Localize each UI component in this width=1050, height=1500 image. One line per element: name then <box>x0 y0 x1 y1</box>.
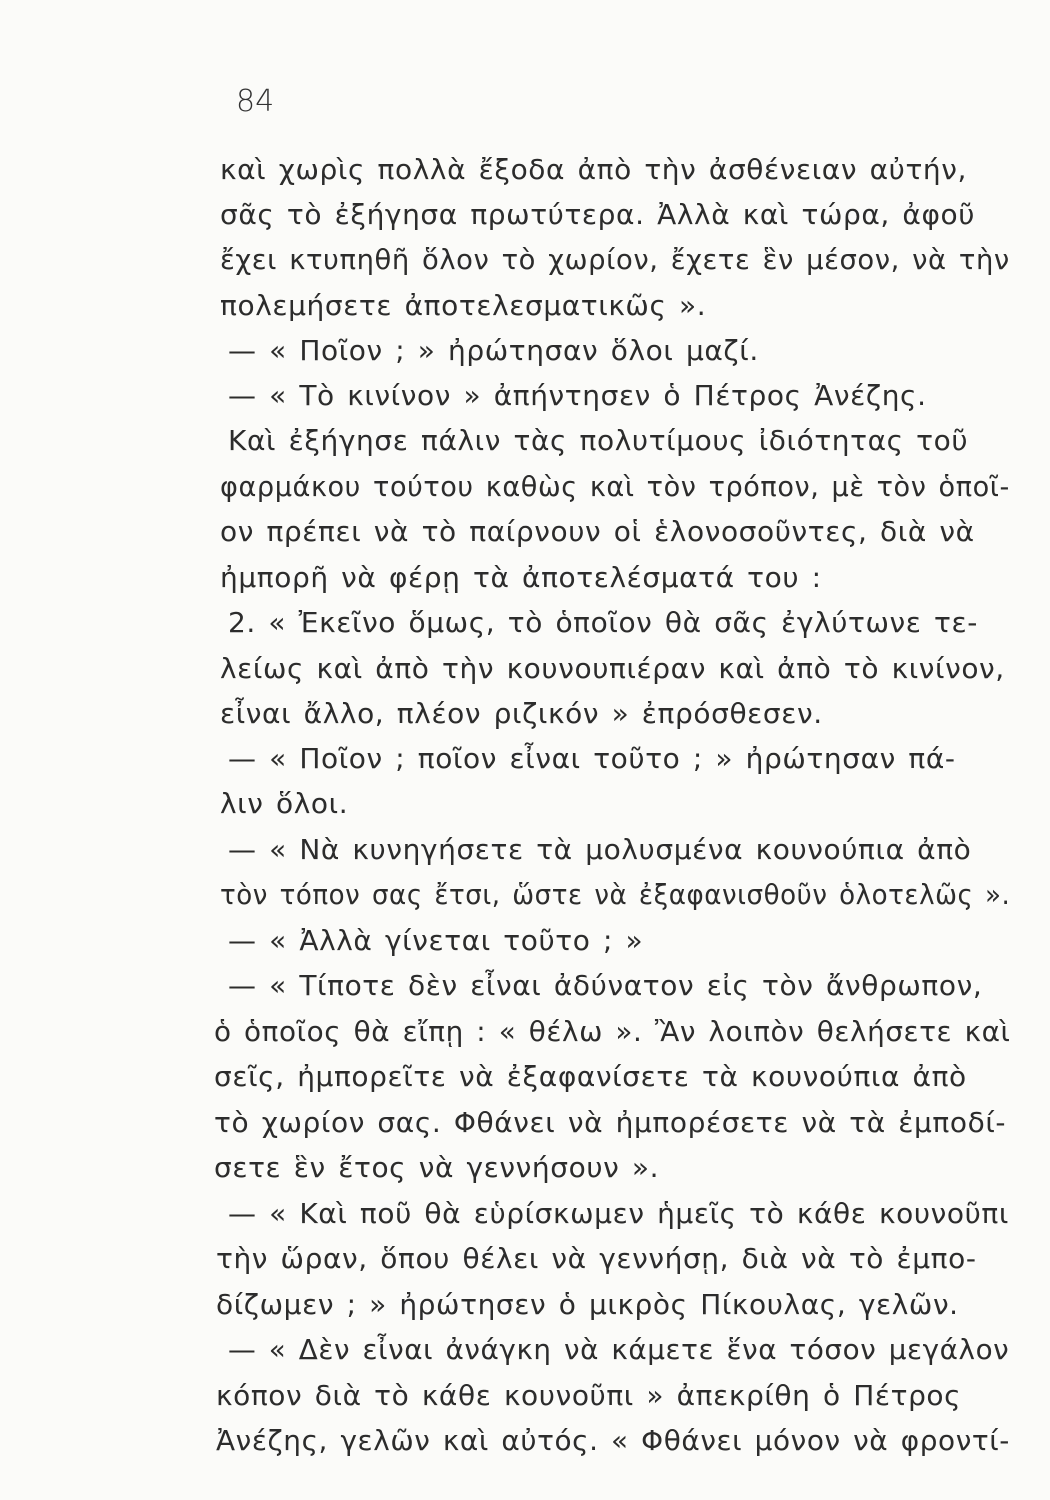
text-line: φαρμάκου τούτου καθὼς καὶ τὸν τρόπον, μὲ τὸν ὁποῖ- <box>220 470 1010 503</box>
text-line: — « Καὶ ποῦ θὰ εὑρίσκωμεν ἡμεῖς τὸ κάθε κουνοῦπι <box>228 1197 1009 1230</box>
text-line: — « Ἀλλὰ γίνεται τοῦτο ; » <box>228 924 644 957</box>
text-line: — « Ποῖον ; ποῖον εἶναι τοῦτο ; » ἠρώτησαν πά- <box>228 742 956 775</box>
text-line: σᾶς τὸ ἐξήγησα πρωτύτερα. Ἀλλὰ καὶ τώρα, ἀφοῦ <box>220 198 976 231</box>
text-line: σεῖς, ἠμπορεῖτε νὰ ἐξαφανίσετε τὰ κουνούπια ἀπὸ <box>214 1060 967 1093</box>
text-line: τὸ χωρίον σας. Φθάνει νὰ ἠμπορέσετε νὰ τὰ ἐμποδί- <box>214 1106 1007 1139</box>
text-line: 2. « Ἐκεῖνο ὅμως, τὸ ὁποῖον θὰ σᾶς ἐγλύτωνε τε- <box>228 606 978 639</box>
text-line: — « Τὸ κινίνον » ἀπήντησεν ὁ Πέτρος Ἀνέζης. <box>228 379 927 412</box>
text-line: τὴν ὥραν, ὅπου θέλει νὰ γεννήσῃ, διὰ νὰ τὸ ἐμπο- <box>216 1242 977 1275</box>
text-line: εἶναι ἄλλο, πλέον ριζικόν » ἐπρόσθεσεν. <box>220 697 823 730</box>
text-line: τὸν τόπον σας ἔτσι, ὥστε νὰ ἐξαφανισθοῦν ὁλοτελῶς ». <box>220 878 1011 911</box>
text-line: — « Νὰ κυνηγήσετε τὰ μολυσμένα κουνούπια ἀπὸ <box>228 833 972 866</box>
text-line: ον πρέπει νὰ τὸ παίρνουν οἱ ἑλονοσοῦντες, διὰ νὰ <box>220 515 975 548</box>
text-line: καὶ χωρὶς πολλὰ ἔξοδα ἀπὸ τὴν ἀσθένειαν αὐτήν, <box>220 153 967 186</box>
text-line: δίζωμεν ; » ἠρώτησεν ὁ μικρὸς Πίκουλας, γελῶν. <box>216 1288 959 1321</box>
text-line: σετε ἓν ἔτος νὰ γεννήσουν ». <box>214 1151 660 1184</box>
text-line: πολεμήσετε ἀποτελεσματικῶς ». <box>220 289 707 322</box>
text-line: ἠμπορῆ νὰ φέρῃ τὰ ἀποτελέσματά του : <box>220 561 822 594</box>
text-line: λιν ὅλοι. <box>220 787 349 820</box>
text-line: λείως καὶ ἀπὸ τὴν κουνουπιέραν καὶ ἀπὸ τὸ κινίνον, <box>220 652 1005 685</box>
text-line: — « Δὲν εἶναι ἀνάγκη νὰ κάμετε ἕνα τόσον μεγάλον <box>228 1333 1010 1366</box>
text-line: κόπον διὰ τὸ κάθε κουνοῦπι » ἀπεκρίθη ὁ Πέτρος <box>216 1379 962 1412</box>
text-line: ὁ ὁποῖος θὰ εἴπῃ : « θέλω ». Ἂν λοιπὸν θελήσετε καὶ <box>214 1015 1011 1048</box>
text-line: — « Ποῖον ; » ἠρώτησαν ὅλοι μαζί. <box>228 334 759 367</box>
text-line: Καὶ ἐξήγησε πάλιν τὰς πολυτίμους ἰδιότητας τοῦ <box>228 424 969 457</box>
page-number: 84 <box>236 84 275 119</box>
text-line: Ἀνέζης, γελῶν καὶ αὐτός. « Φθάνει μόνον νὰ φροντί- <box>216 1424 1010 1457</box>
text-line: — « Τίποτε δὲν εἶναι ἀδύνατον εἰς τὸν ἄνθρωπον, <box>228 969 983 1002</box>
text-line: ἔχει κτυπηθῆ ὅλον τὸ χωρίον, ἔχετε ἓν μέσον, νὰ τὴν <box>220 243 1010 276</box>
